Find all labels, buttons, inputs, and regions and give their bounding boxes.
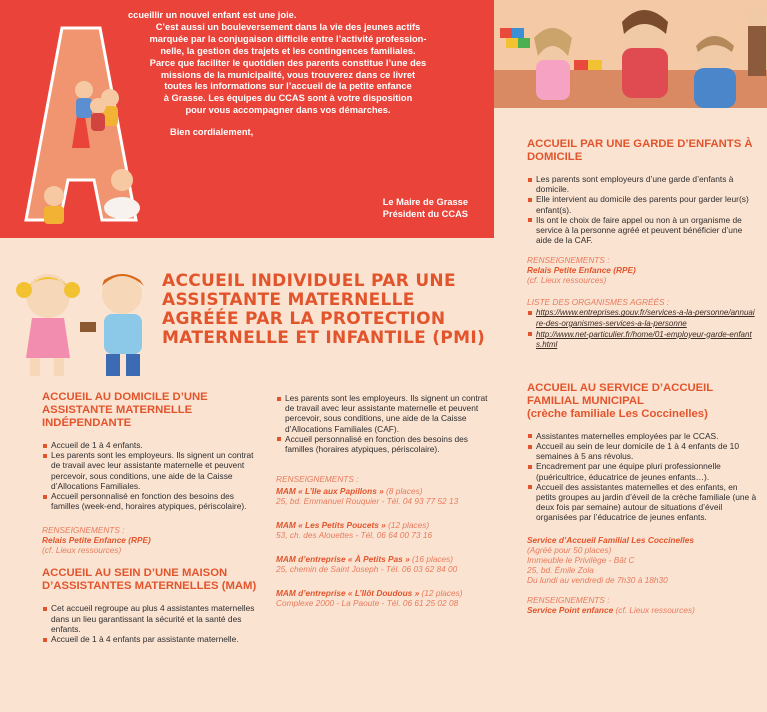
section-list bbox=[42, 440, 264, 511]
children-photo bbox=[494, 0, 767, 108]
intro-text bbox=[108, 10, 468, 139]
intro-line: pour vous accompagner dans vos démarches. bbox=[185, 105, 391, 116]
mam-entry: MAM d’entreprise « L’Ilôt Doudous » (12 places) Complexe 2000 - La Paoute - Tél. 06 61 25 02 08 bbox=[276, 588, 463, 609]
section-list bbox=[527, 174, 757, 245]
info-label: RENSEIGNEMENTS : bbox=[527, 594, 610, 605]
info-label: RENSEIGNEMENTS : bbox=[527, 255, 610, 266]
section-list bbox=[527, 431, 757, 523]
section-title: ACCUEIL PAR UNE GARDE D’ENFANTS À DOMICILE bbox=[527, 138, 753, 163]
info-name: Service Point enfance (cf. Lieux ressources) bbox=[527, 604, 695, 615]
info-label: RENSEIGNEMENTS : bbox=[276, 474, 359, 485]
intro-line: toutes les informations sur l’accueil de la petite enfance bbox=[164, 81, 412, 92]
intro-banner bbox=[0, 0, 494, 238]
section-title: ACCUEIL AU SERVICE D’ACCUEIL FAMILIAL MUNICIPAL bbox=[527, 381, 714, 407]
info-name: Relais Petite Enfance (RPE) bbox=[527, 265, 636, 276]
intro-line: nelle, la gestion des trajets et les contingences familiales. bbox=[160, 45, 416, 56]
section-title: ACCUEIL AU DOMICILE D’UNE ASSISTANTE MATERNELLE INDÉPENDANTE bbox=[42, 391, 208, 429]
external-link[interactable]: https://www.entreprises.gouv.fr/services-a-la-personne/annuaire-des-organismes-services-a-la-personne bbox=[536, 308, 755, 329]
list-item: Elle intervient au domicile des parents pour garder leur(s) enfant(s). bbox=[527, 194, 757, 214]
info-note: (cf. Lieux ressources) bbox=[527, 275, 607, 286]
list-item: Assistantes maternelles employées par le CCAS. bbox=[527, 431, 757, 441]
intro-line: ccueillir un nouvel enfant est une joie. bbox=[128, 10, 297, 20]
mam-entry: MAM d’entreprise « À Petits Pas » (16 places) 25, chemin de Saint Joseph - Tél. 06 03 62 84 00 bbox=[276, 554, 458, 575]
section-list bbox=[42, 603, 264, 644]
list-item: Accueil de 1 à 4 enfants par assistante maternelle. bbox=[42, 634, 264, 644]
service-info bbox=[527, 535, 757, 585]
list-item: Les parents sont employeurs d’une garde d’enfants à domicile. bbox=[527, 174, 757, 194]
left-column bbox=[42, 391, 264, 644]
info-note: (cf. Lieux ressources) bbox=[42, 545, 122, 556]
signature-line: Le Maire de Grasse bbox=[382, 197, 468, 207]
info-line: Immeuble le Privilège - Bât C bbox=[527, 554, 635, 565]
list-item bbox=[527, 329, 757, 350]
info-label: LISTE DES ORGANISMES AGRÉÉS : bbox=[527, 297, 670, 308]
info-line: (Agréé pour 50 places) bbox=[527, 544, 612, 555]
signature-line: Président du CCAS bbox=[382, 209, 468, 219]
info-name: Service d’Accueil Familial Les Coccinelles bbox=[527, 534, 694, 545]
section-list bbox=[276, 393, 490, 454]
intro-line: C’est aussi un bouleversement dans la vie des jeunes actifs bbox=[155, 21, 421, 32]
section-subtitle: (crèche familiale Les Coccinelles) bbox=[527, 407, 708, 420]
children-playing-image bbox=[494, 0, 767, 108]
list-item: Accueil personnalisé en fonction des besoins des familles (horaires atypiques, périscolaire). bbox=[276, 434, 490, 454]
list-item: Encadrement par une équipe pluri professionnelle (puéricultrice, éducatrice de jeunes enfants…). bbox=[527, 461, 757, 481]
list-item bbox=[527, 307, 757, 328]
right-column bbox=[527, 138, 757, 615]
middle-column bbox=[276, 393, 490, 608]
list-item: Ils ont le choix de faire appel ou non à un organisme de service à la personne agréé et peuvent bénéficier d’une aide de la CAF. bbox=[527, 215, 757, 246]
section-title: ACCUEIL AU SEIN D’UNE MAISON D’ASSISTANTES MATERNELLES (MAM) bbox=[42, 567, 257, 593]
mam-entry: MAM « L’Ile aux Papillons » (8 places) 25, bd. Emmanuel Rouquier - Tél. 04 93 77 52 13 bbox=[276, 486, 459, 507]
list-item: Les parents sont les employeurs. Ils signent un contrat de travail avec leur assistante maternelle et peuvent percevoir, sous conditions, une aide de la Caisse d’Allocations Familiales (CAF). bbox=[276, 393, 490, 434]
list-item: Accueil personnalisé en fonction des besoins des familles (week-end, horaires atypiques, périscolaire). bbox=[42, 491, 264, 511]
list-item: Les parents sont les employeurs. Ils signent un contrat de travail avec leur assistante maternelle et peuvent percevoir, sous conditions, une aide de la Caisse d’Allocations Familiales. bbox=[42, 450, 264, 491]
mam-entry: MAM « Les Petits Poucets » (12 places) 53, ch. des Alouettes - Tél. 06 64 00 73 16 bbox=[276, 520, 433, 541]
list-item: Accueil de 1 à 4 enfants. bbox=[42, 440, 264, 450]
info-line: 25, bd. Émile Zola bbox=[527, 564, 594, 575]
intro-line: à Grasse. Les équipes du CCAS sont à votre disposition bbox=[163, 93, 413, 104]
info-name: Relais Petite Enfance (RPE) bbox=[42, 535, 151, 546]
intro-line: Parce que faciliter le quotidien des parents constitue l’une des bbox=[149, 57, 427, 68]
links-list bbox=[527, 307, 757, 349]
signature bbox=[383, 196, 468, 220]
closing: Bien cordialement, bbox=[170, 127, 254, 138]
external-link[interactable]: http://www.net-particulier.fr/home/01-employeur-garde-enfants.html bbox=[536, 329, 752, 350]
info-line: Du lundi au vendredi de 7h30 à 18h30 bbox=[527, 574, 668, 585]
kids-sharing-illustration bbox=[10, 262, 162, 382]
list-item: Cet accueil regroupe au plus 4 assistantes maternelles dans un lieu garantissant la sécurité et la santé des enfants. bbox=[42, 603, 264, 634]
info-label: RENSEIGNEMENTS : bbox=[42, 525, 125, 536]
intro-line: missions de la municipalité, vous trouverez dans ce livret bbox=[160, 69, 416, 80]
list-item: Accueil au sein de leur domicile de 1 à 4 enfants de 10 semaines à 5 ans révolus. bbox=[527, 441, 757, 461]
main-section-title: ACCUEIL INDIVIDUEL PAR UNE ASSISTANTE MATERNELLE AGRÉÉE PAR LA PROTECTION MATERNELLE ET INFANTILE (PMI) bbox=[162, 271, 486, 348]
list-item: Accueil des assistantes maternelles et des enfants, en petits groupes au jardin d’éveil de la crèche familiale (une à deux fois par semaine) autour de situations d’éveil organisées par l’éducatrice de jeunes enfants. bbox=[527, 482, 757, 523]
intro-line: marquée par la conjugaison difficile entre l’activité profession- bbox=[149, 33, 427, 44]
